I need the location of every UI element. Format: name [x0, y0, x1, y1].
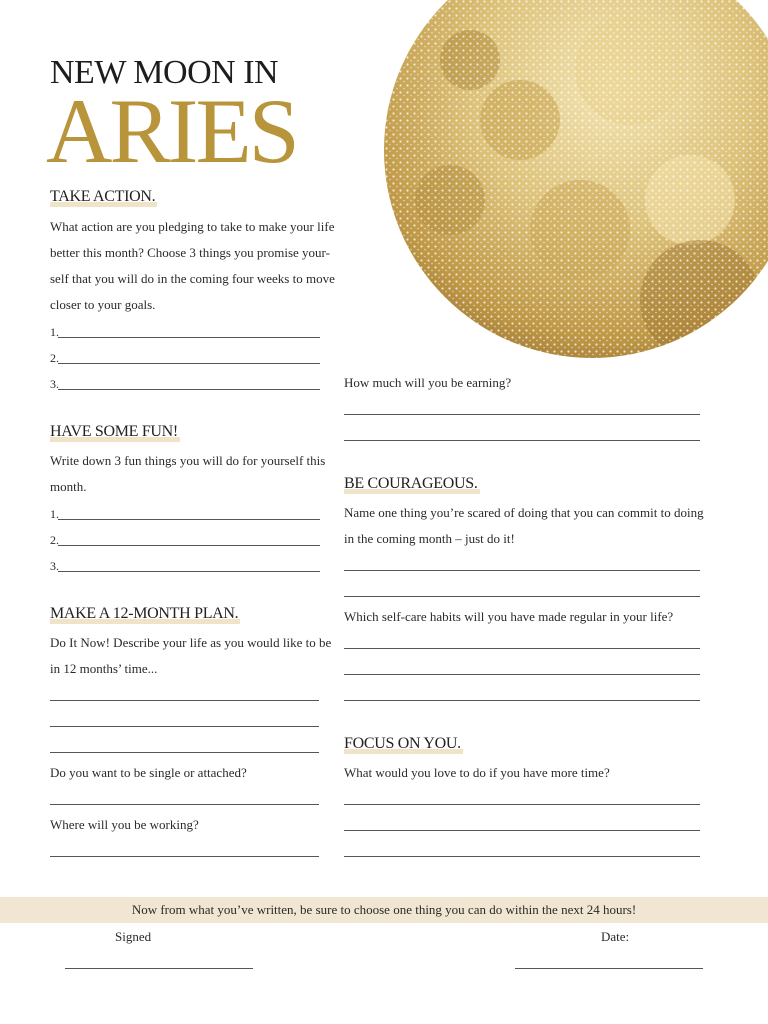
title-line-2: ARIES	[46, 80, 297, 182]
have-fun-item-1-number: 1.	[50, 507, 59, 521]
take-action-item-2-line[interactable]	[58, 363, 320, 364]
question-earning: How much will you be earning?	[344, 375, 512, 390]
courageous-text-1: Name one thing you’re scared of doing that you can commit to doing	[344, 505, 704, 520]
signature-line[interactable]	[65, 968, 253, 969]
plan-line-2[interactable]	[50, 726, 319, 727]
have-fun-item-1-line[interactable]	[58, 519, 320, 520]
have-fun-item-2-number: 2.	[50, 533, 59, 547]
courageous-text-2: in the coming month – just do it!	[344, 531, 515, 546]
plan-text-1: Do It Now! Describe your life as you would like to be	[50, 635, 332, 650]
take-action-text-4: closer to your goals.	[50, 297, 156, 312]
take-action-text-1: What action are you pledging to take to make your life	[50, 219, 335, 234]
take-action-text-2: better this month? Choose 3 things you promise your-	[50, 245, 330, 260]
have-fun-text-2: month.	[50, 479, 87, 494]
heading-focus-on-you: FOCUS ON YOU.	[344, 735, 461, 752]
earning-line-2[interactable]	[344, 440, 700, 441]
have-fun-item-3-line[interactable]	[58, 571, 320, 572]
question-single-or-attached: Do you want to be single or attached?	[50, 765, 247, 780]
take-action-item-3-line[interactable]	[58, 389, 320, 390]
focus-line-1[interactable]	[344, 804, 700, 805]
have-fun-item-3-number: 3.	[50, 559, 59, 573]
take-action-text-3: self that you will do in the coming four weeks to move	[50, 271, 335, 286]
heading-have-fun: HAVE SOME FUN!	[50, 423, 178, 440]
take-action-item-3-number: 3.	[50, 377, 59, 391]
focus-line-2[interactable]	[344, 830, 700, 831]
have-fun-item-2-line[interactable]	[58, 545, 320, 546]
question-self-care: Which self-care habits will you have made regular in your life?	[344, 609, 674, 624]
take-action-item-1-number: 1.	[50, 325, 59, 339]
heading-12-month-plan: MAKE A 12-MONTH PLAN.	[50, 605, 239, 622]
heading-take-action: TAKE ACTION.	[50, 188, 156, 205]
courageous-line-2[interactable]	[344, 596, 700, 597]
signed-label: Signed	[115, 929, 152, 944]
take-action-item-2-number: 2.	[50, 351, 59, 365]
date-line[interactable]	[515, 968, 703, 969]
self-care-line-1[interactable]	[344, 648, 700, 649]
title-line-1: NEW MOON IN	[50, 54, 279, 91]
question-working: Where will you be working?	[50, 817, 199, 832]
self-care-line-2[interactable]	[344, 674, 700, 675]
self-care-line-3[interactable]	[344, 700, 700, 701]
heading-be-courageous: BE COURAGEOUS.	[344, 475, 478, 492]
working-line[interactable]	[50, 856, 319, 857]
date-label: Date:	[601, 929, 630, 944]
plan-text-2: in 12 months’ time...	[50, 661, 158, 676]
have-fun-text-1: Write down 3 fun things you will do for yourself this	[50, 453, 326, 468]
footer-banner: Now from what you’ve written, be sure to choose one thing you can do within the next 24 hours!	[0, 897, 768, 923]
earning-line-1[interactable]	[344, 414, 700, 415]
plan-line-1[interactable]	[50, 700, 319, 701]
courageous-line-1[interactable]	[344, 570, 700, 571]
single-or-attached-line[interactable]	[50, 804, 319, 805]
question-more-time: What would you love to do if you have more time?	[344, 765, 610, 780]
take-action-item-1-line[interactable]	[58, 337, 320, 338]
focus-line-3[interactable]	[344, 856, 700, 857]
plan-line-3[interactable]	[50, 752, 319, 753]
